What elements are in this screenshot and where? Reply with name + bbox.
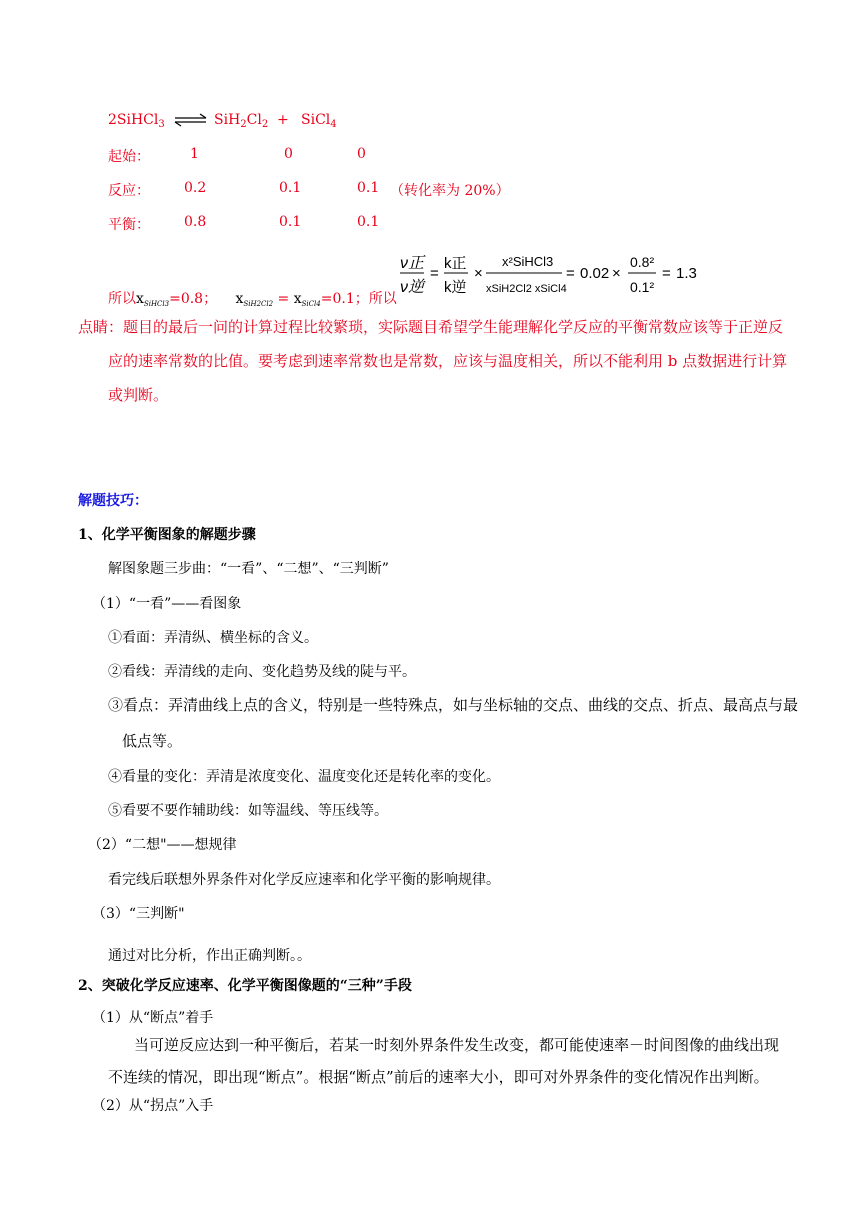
section2-sub2: （2）从“拐点”入手 [92,1098,214,1114]
k-reverse: k逆 [444,279,467,296]
row-react-label: 反应： [108,183,150,199]
section1-item-1: ①看面：弄清纵、横坐标的含义。 [108,630,318,646]
section1-intro: 解图象题三步曲：“一看”、“二想”、“三判断” [108,561,389,577]
svg-text:×: × [612,265,621,282]
row-react-v1: 0.2 [184,180,207,196]
row-start-v3: 0 [357,146,366,162]
reaction-equation [108,112,211,130]
product-sih2cl2: $SiH_2Cl_2$ [214,112,269,130]
row-react-v3: 0.1 [357,180,380,196]
rate-ratio-formula [398,248,708,300]
svg-text:×: × [474,265,483,282]
v-forward: ν正 [400,255,425,272]
svg-text:=: = [430,265,439,282]
reactant: 2SiHCl$_3$ [108,112,165,130]
equilibrium-arrow-icon [173,113,209,127]
coefficient: 0.02 [580,265,610,282]
row-start-v1: 1 [190,146,199,162]
svg-text:=: = [566,265,575,282]
section2-sub1-text: 当可逆反应达到一种平衡后，若某一时刻外界条件发生改变，都可能使速率－时间图像的曲线出现不连续的情况，即出现“断点”。根据“断点”前后的速率大小，即可对外界条件的变化情况作出判断。 [108,1036,780,1086]
x-denominator: xSiH2Cl2 xSiCl4 [486,283,567,295]
section1-step1: （1）“一看”——看图象 [92,596,242,612]
result: 1.3 [676,265,697,282]
fraction-denominator: 0.1² [630,279,655,295]
section1-item-3: ③看点：弄清曲线上点的含义，特别是一些特殊点，如与坐标轴的交点、曲线的交点、折点、最高点与最低点等。 [108,696,799,750]
product-sicl4: SiCl$_4$ [301,112,337,130]
row-eq-v2: 0.1 [279,214,302,230]
conversion-note: （转化率为 20%） [390,183,510,199]
k-forward: k正 [444,255,467,272]
row-eq-label: 平衡： [108,217,150,233]
row-start-label: 起始： [108,149,150,165]
section1-item-4: ④看量的变化：弄清是浓度变化、温度变化还是转化率的变化。 [108,769,500,785]
row-react-v2: 0.1 [279,180,302,196]
section1-step2: （2）“二想"——想规律 [88,837,237,853]
key-note [78,310,790,412]
section1-step2-text: 看完线后联想外界条件对化学反应速率和化学平衡的影响规律。 [108,872,500,888]
fraction-numerator: 0.8² [630,254,655,270]
section1-step3: （3）“三判断" [92,906,185,922]
section1-title: 1、化学平衡图象的解题步骤 [78,527,256,543]
row-start-v2: 0 [284,146,293,162]
section1-step3-text: 通过对比分析，作出正确判断。。 [108,948,311,964]
key-note-label: 点睛： [78,318,124,336]
row-eq-v3: 0.1 [357,214,380,230]
section1-item-2: ②看线：弄清线的走向、变化趋势及线的陡与平。 [108,664,416,680]
row-eq-v1: 0.8 [184,214,207,230]
section2-title: 2、突破化学反应速率、化学平衡图像题的“三种”手段 [78,978,412,994]
v-reverse: ν逆 [400,279,425,296]
svg-text:=: = [662,265,671,282]
conclusion-line: 所以$x_{SiHCl3}=0.8$； $x_{SiH2Cl2} = x_{SiCl4}=0.1$；所以 [108,291,397,308]
section1-item-5: ⑤看要不要作辅助线：如等温线、等压线等。 [108,803,388,819]
section2-sub1: （1）从“断点”着手 [92,1010,214,1026]
plus-sign: + [277,112,289,128]
key-note-text: 题目的最后一问的计算过程比较繁琐，实际题目希望学生能理解化学反应的平衡常数应该等于正逆反应的速率常数的比值。要考虑到速率常数也是常数，应该与温度相关，所以不能利用 b 点数据进行计算或判断。 [108,318,788,404]
x-squared-numerator: x²SiHCl3 [502,254,554,269]
tips-heading: 解题技巧： [78,493,148,509]
